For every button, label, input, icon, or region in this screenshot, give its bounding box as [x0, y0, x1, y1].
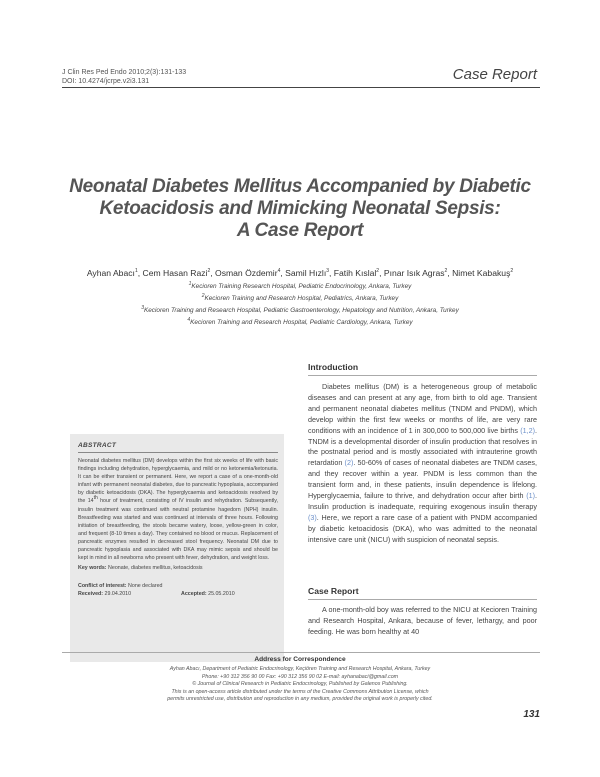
author-affil-sup: 2 [444, 268, 448, 275]
title-line: A Case Report [236, 220, 364, 241]
case-report-text: A one-month-old boy was referred to the NICU at Kecioren Training and Research Hospital, Ankara, because of fever, lethargy, and poor feeding. He was born healthy at 40 [308, 605, 537, 636]
page-number: 131 [523, 709, 540, 720]
correspondence-body [30, 666, 570, 704]
affiliation: $^4$Kecioren Training and Research Hospital, Pediatric Cardiology, Ankara, Turkey [187, 316, 413, 326]
article-type-label: Case Report [452, 66, 537, 83]
author-name: Cem Hasan Razi [142, 268, 208, 278]
journal-doi: DOI: 10.4274/jcrpe.v2i3.131 [62, 78, 150, 85]
correspondence-line: © Journal of Clinical Research in Pediatric Endocrinology, Published by Galenos Publishing. [192, 681, 408, 688]
keywords: Key words: Neonate, diabetes mellitus, ketoacidosis [78, 565, 203, 572]
abstract-box [70, 434, 284, 662]
abstract-heading: ABSTRACT [78, 442, 117, 449]
affiliation: $^3$Kecioren Training and Research Hospital, Pediatric Gastroenterology, Hepatology and Nutrition, Ankara, Turkey [141, 304, 459, 314]
correspondence-divider [62, 652, 540, 653]
citation-link[interactable]: (1) [526, 491, 535, 501]
case-report-divider [308, 599, 537, 600]
author-affil-sup: 2 [510, 268, 514, 275]
correspondence-line: Ayhan Abacı, Department of Pediatric Endocrinology, Keçiören Training and Research Hospital, Ankara, Turkey [169, 666, 431, 672]
introduction-heading: Introduction [308, 362, 359, 372]
conflict-of-interest: Conflict of interest: None declared [78, 583, 163, 590]
author-affil-sup: 4 [277, 268, 281, 275]
author-affil-sup: 2 [376, 268, 380, 275]
affiliation-list [40, 281, 560, 329]
title-line: Neonatal Diabetes Mellitus Accompanied by Diabetic [69, 176, 531, 197]
introduction-divider [308, 375, 537, 376]
author-name: Pınar Isık Agras [383, 268, 445, 278]
author-affil-sup: 2 [207, 268, 211, 275]
introduction-text: Diabetes mellitus (DM) is a heterogeneous group of metabolic diseases and can present at any age, from birth to old age. Transient and permanent neonatal diabetes mellitus (TNDM and PNDM), which develop within the first few weeks or months of life, are very rare conditions with an incidence of 1 in 300,000 to 500,000 live births (1,2). TNDM is a developmental disorder of insulin production that resolves in the postnatal period and is mostly associated with intrauterine growth retardation (2). 50-60% of cases of neonatal diabetes are TNDM cases, and they recover within a year. PNDM is less common than the transient form and, in these patients, insulin dependence is lifelong. Hyperglycaemia, failure to thrive, and dehydration occur after birth (1). Insulin production is inadequate, requiring exogenous insulin therapy (3). Here, we report a rare case of a patient with PNDM accompanied by diabetic ketoacidosis (DKA), who was admitted to the neonatal intensive care unit (NICU) with suspicion of neonatal sepsis. [308, 382, 537, 544]
article-dates: Received: 29.04.2010 Accepted: 25.05.2010 [78, 591, 235, 598]
journal-reference [62, 68, 186, 86]
correspondence-line: This is an open-access article distributed under the terms of the Creative Commons Attribution License, which [171, 688, 429, 695]
author-affil-sup: 1 [134, 268, 138, 275]
author-list: Ayhan Abacı$^1$, Cem Hasan Razi$^2$, Osman Özdemir$^4$, Samil Hızlı$^3$, Fatih Kıslal$^2$, Pınar Isık Agras$^2$, Nimet Kabakuş$^2$ [86, 268, 514, 278]
citation-link[interactable]: (2) [344, 458, 354, 468]
correspondence-line: permits unrestricted use, distribution and reproduction in any medium, provided the original work is properly cited. [167, 696, 433, 703]
affiliation: $^1$Kecioren Training Research Hospital, Pediatric Endocrinology, Ankara, Turkey [188, 280, 412, 290]
author-name: Nimet Kabakuş [452, 268, 511, 278]
abstract-divider [78, 452, 278, 453]
article-title [40, 176, 560, 242]
correspondence-heading: Address for Correspondence [254, 656, 346, 663]
author-name: Samil Hızlı [285, 268, 327, 278]
title-line: Ketoacidosis and Mimicking Neonatal Sepsis: [99, 198, 501, 219]
header-divider [62, 87, 540, 88]
author-affil-sup: 3 [326, 268, 329, 275]
abstract-text: Neonatal diabetes mellitus (DM) develops within the first six weeks of life with basic findings including dehydration, hyperglycaemia, and mild or no ketonemia/ketonuria. It can be either transient or permanent. Here, we report a case of a one-month-old infant with permanent neonatal diabetes, due to pancreatic hypoplasia, accompanied by diabetic ketoacidosis (DKA). The hyperglycaemia and ketoacidosis resolved by the 14th hour of treatment, consisting of IV insulin and rehydration. Subsequently, insulin treatment was continued with neutral protamine hagedorn (NPH) insulin. Breastfeeding was started and was continued at intervals of three hours. Following initiation of breastfeeding, the stools became watery, loose, yellow-green in color, and frequent (8-10 times a day). They contained no blood or mucus. Replacement of pancreatic enzymes resulted in decreased stool frequency. Neonatal DM due to pancreatic hypoplasia and associated with DKA may mimic sepsis and should be kept in mind in all newborns who present with fever, dehydration, and weight loss. [78, 458, 278, 562]
case-report-heading: Case Report [308, 586, 359, 596]
journal-citation: J Clin Res Ped Endo 2010;2(3):131-133 [62, 69, 187, 76]
author-name: Ayhan Abacı [86, 268, 135, 278]
affiliation: $^2$Kecioren Training and Research Hospital, Pediatrics, Ankara, Turkey [201, 292, 399, 302]
citation-link[interactable]: (3) [308, 512, 317, 522]
correspondence-line: Phone: +90 312 356 90 00 Fax: +90 312 356 90 02 E-mail: ayhanabaci@gmail.com [201, 673, 399, 680]
author-name: Osman Özdemir [215, 268, 278, 278]
author-name: Fatih Kıslal [333, 268, 377, 278]
citation-link[interactable]: (1,2) [520, 425, 535, 435]
